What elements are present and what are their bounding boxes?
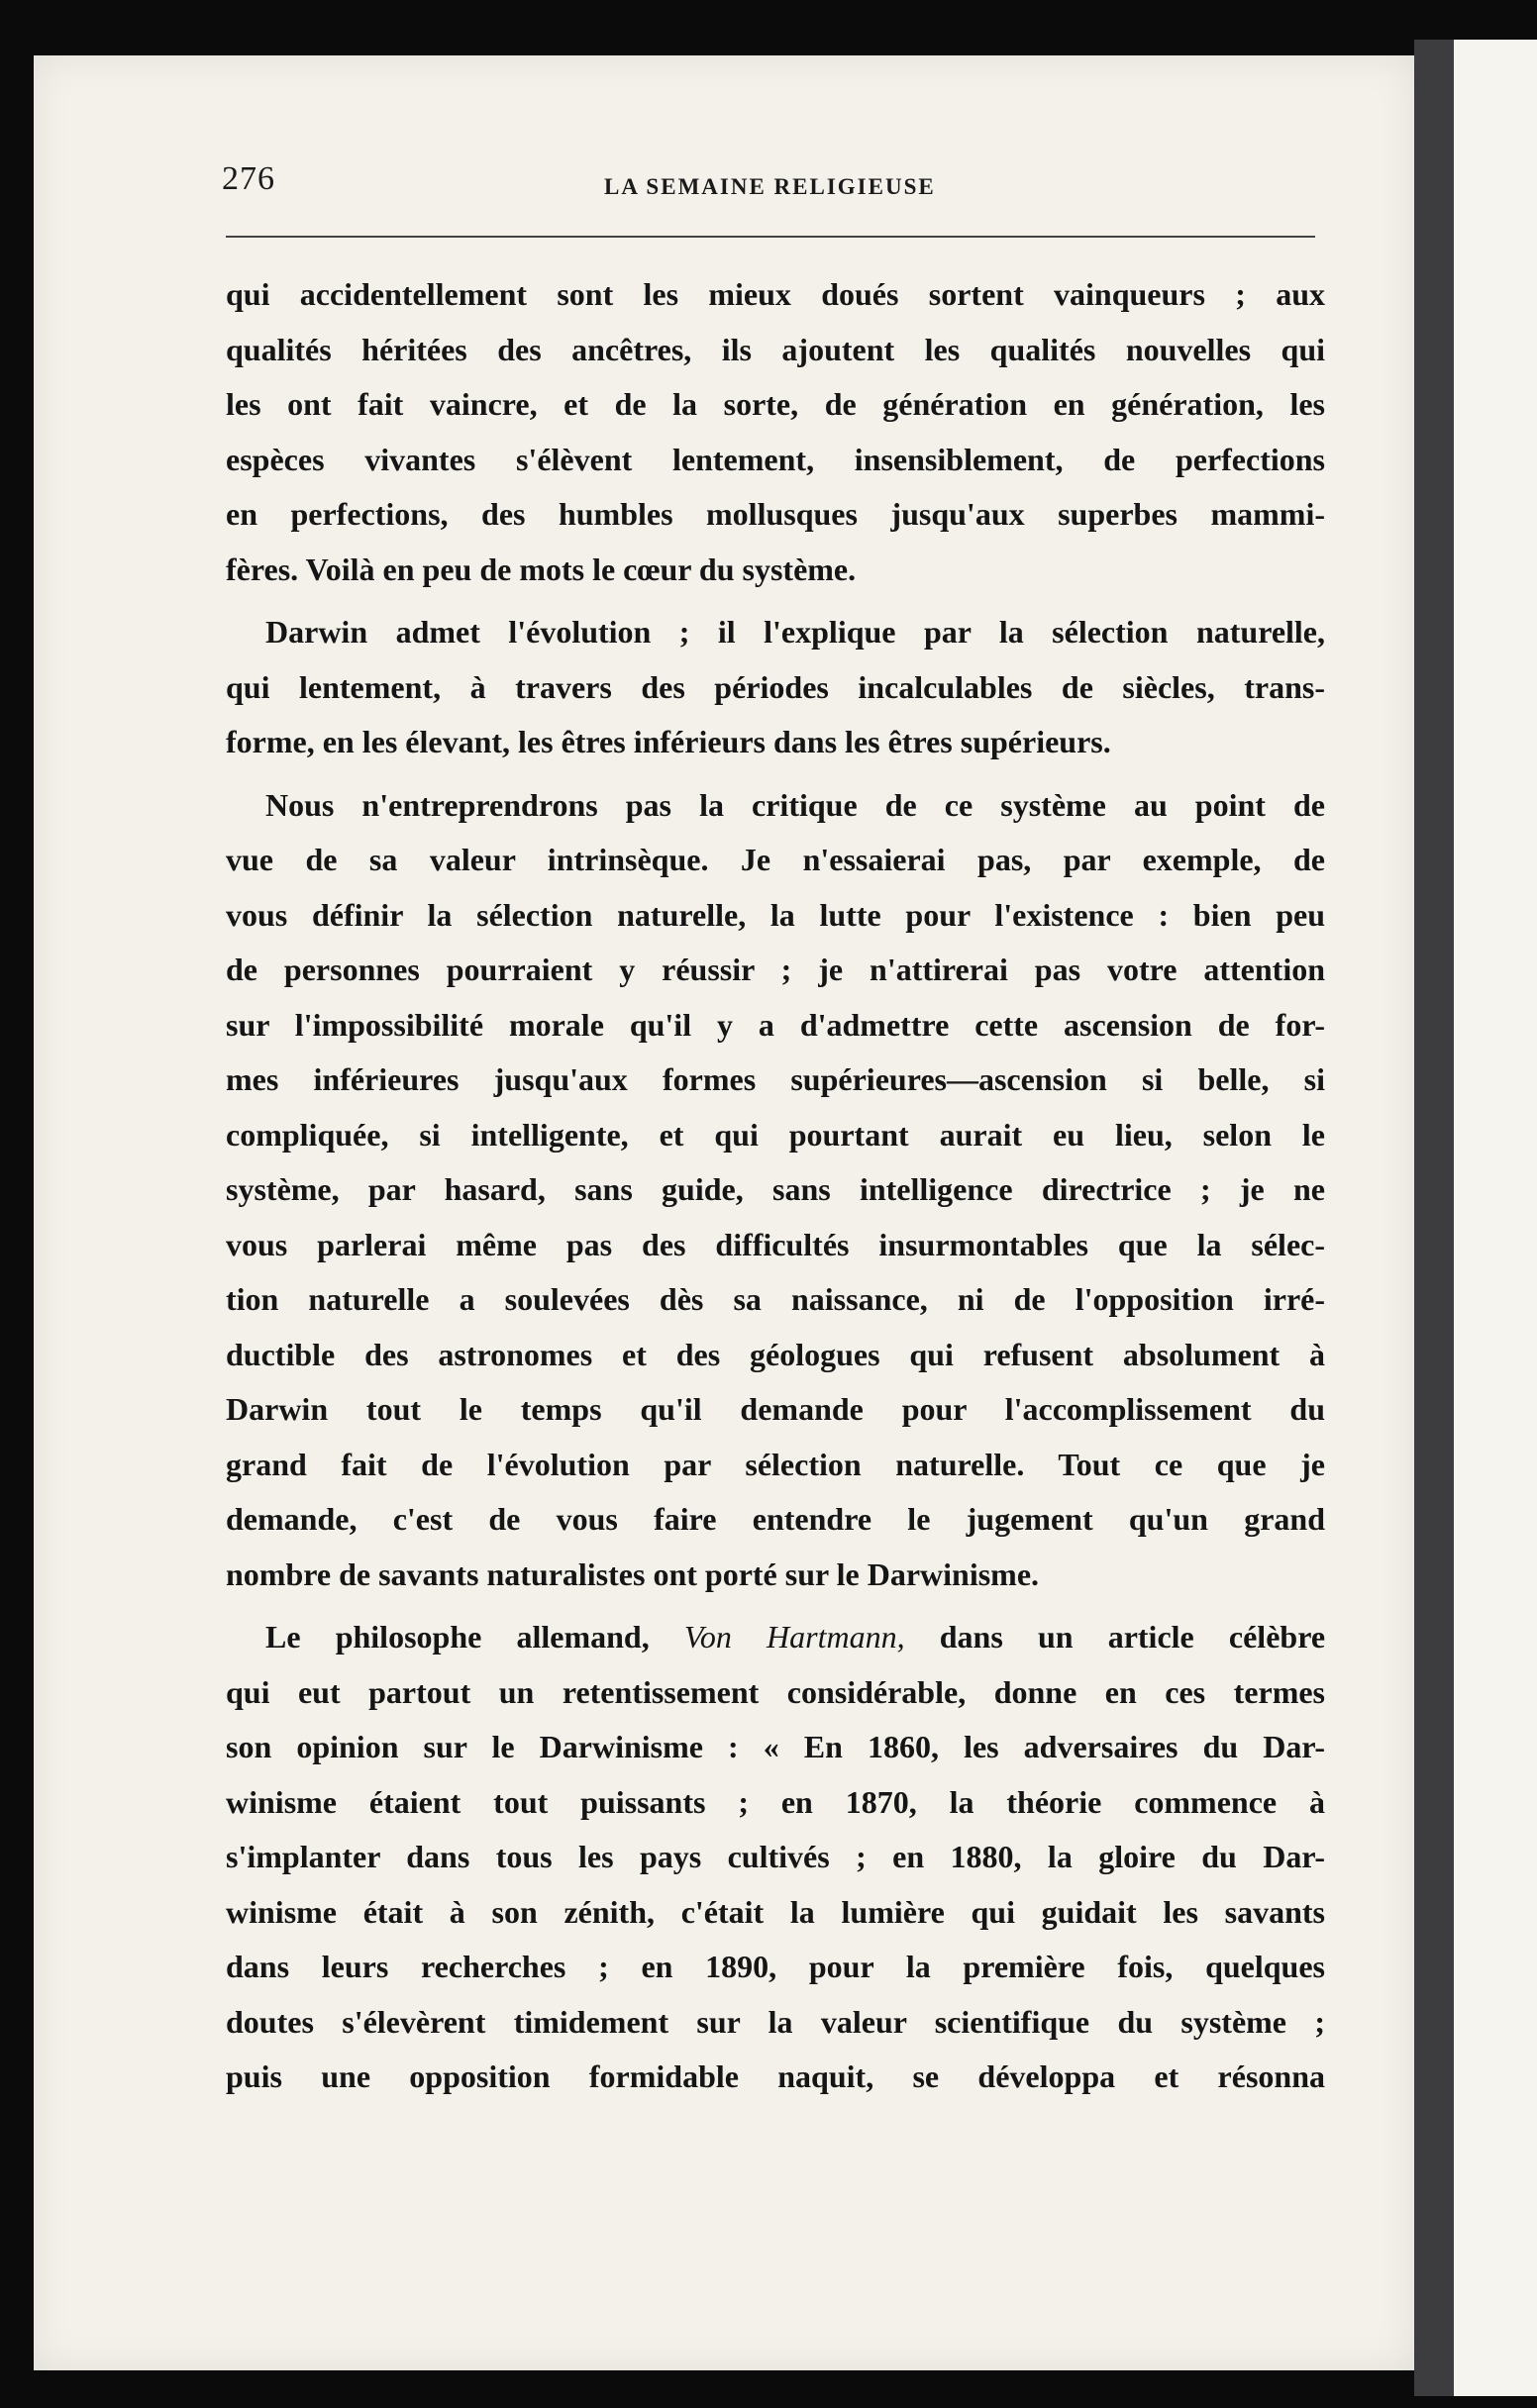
- text-line: espèces vivantes s'élèvent lentement, insensiblement, de perfections: [226, 441, 1325, 477]
- text-line: vous définir la sélection naturelle, la lutte pour l'existence : bien peu: [226, 896, 1325, 933]
- text-line: de personnes pourraient y réussir ; je n'attirerai pas votre attention: [226, 952, 1325, 987]
- text-line: fères. Voilà en peu de mots le cœur du système.: [226, 551, 857, 587]
- text-line: système, par hasard, sans guide, sans intelligence directrice ; je ne: [226, 1171, 1325, 1207]
- facing-page-edge: [1454, 40, 1537, 2396]
- text-line: qualités héritées des ancêtres, ils ajoutent les qualités nouvelles qui: [226, 331, 1325, 367]
- text-line: ductible des astronomes et des géologues qui refusent absolument à: [226, 1336, 1325, 1372]
- text-line: qui eut partout un retentissement considérable, donne en ces termes: [226, 1673, 1325, 1710]
- running-head: [188, 156, 1317, 216]
- text-line: Nous n'entreprendrons pas la critique de ce système au point de: [265, 786, 1325, 823]
- header-rule: [226, 236, 1315, 238]
- running-title: LA SEMAINE RELIGIEUSE: [604, 174, 936, 199]
- text-line: sur l'impossibilité morale qu'il y a d'admettre cette ascension de for-: [226, 1006, 1325, 1043]
- text-span: dans un article célèbre: [939, 1619, 1326, 1655]
- text-line: forme, en les élevant, les êtres inférieurs dans les êtres supérieurs.: [226, 724, 1111, 759]
- paragraph: [226, 778, 1325, 1603]
- page-body: [226, 267, 1325, 2105]
- text-line: les ont fait vaincre, et de la sorte, de génération en génération, les: [226, 386, 1325, 422]
- book-spine: [1414, 40, 1454, 2396]
- text-line: winisme étaient tout puissants ; en 1870, la théorie commence à: [226, 1783, 1325, 1820]
- text-line: tion naturelle a soulevées dès sa naissance, ni de l'opposition irré-: [226, 1281, 1325, 1317]
- text-line: demande, c'est de vous faire entendre le jugement qu'un grand: [226, 1501, 1325, 1537]
- paragraph: [226, 1610, 1325, 2105]
- paragraph: [226, 605, 1325, 770]
- text-line: vous parlerai même pas des difficultés insurmontables que la sélec-: [226, 1226, 1325, 1262]
- text-line: doutes s'élevèrent timidement sur la valeur scientifique du système ;: [226, 2003, 1325, 2040]
- page-number: 276: [222, 160, 275, 197]
- text-line: nombre de savants naturalistes ont porté sur le Darwinisme.: [226, 1555, 1040, 1592]
- text-line: qui lentement, à travers des périodes incalculables de siècles, trans-: [226, 668, 1325, 705]
- text-line: Darwin admet l'évolution ; il l'explique par la sélection naturelle,: [265, 614, 1325, 650]
- text-line: grand fait de l'évolution par sélection naturelle. Tout ce que je: [226, 1446, 1325, 1482]
- text-line: en perfections, des humbles mollusques jusqu'aux superbes mammi-: [226, 496, 1325, 532]
- text-line: Darwin tout le temps qu'il demande pour l'accomplissement du: [226, 1391, 1325, 1427]
- text-line: winisme était à son zénith, c'était la lumière qui guidait les savants: [226, 1893, 1325, 1930]
- text-span: Le philosophe allemand,: [265, 1619, 650, 1655]
- text-line: son opinion sur le Darwinisme : « En 1860, les adversaires du Dar-: [226, 1729, 1325, 1764]
- text-line: dans leurs recherches ; en 1890, pour la première fois, quelques: [226, 1949, 1325, 1984]
- text-line: qui accidentellement sont les mieux doués sortent vainqueurs ; aux: [226, 276, 1325, 312]
- text-line: mes inférieures jusqu'aux formes supérieures—ascension si belle, si: [226, 1061, 1325, 1097]
- paragraph: [226, 267, 1325, 597]
- text-line: s'implanter dans tous les pays cultivés ; en 1880, la gloire du Dar-: [226, 1839, 1325, 1874]
- author-name: Von Hartmann,: [683, 1619, 905, 1655]
- text-line: vue de sa valeur intrinsèque. Je n'essaierai pas, par exemple, de: [226, 842, 1325, 877]
- text-line: puis une opposition formidable naquit, se développa et résonna: [226, 2058, 1325, 2094]
- text-line: [226, 1610, 1325, 1665]
- text-line: compliquée, si intelligente, et qui pourtant aurait eu lieu, selon le: [226, 1116, 1325, 1153]
